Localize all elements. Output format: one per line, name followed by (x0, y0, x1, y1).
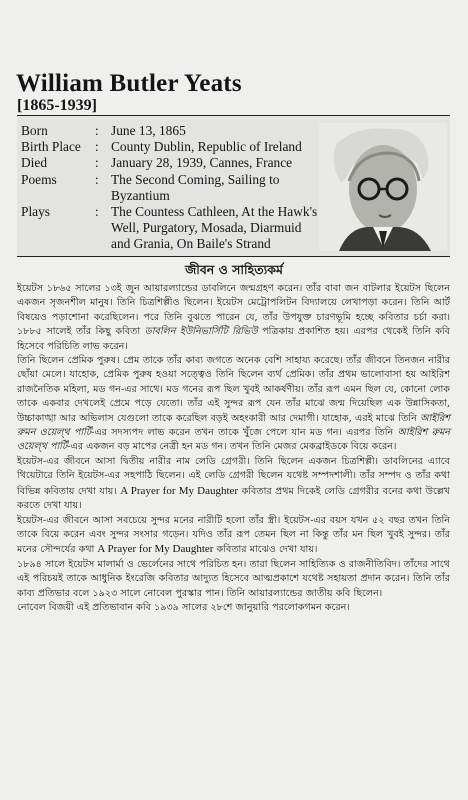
party-name: আইরিশ রুমন ওয়েল্থ পার্টি (17, 412, 450, 439)
text-segment: ইয়েটস-এর জীবনে আসা সবচেয়ে সুন্দর মনের নারীটি হলো তাঁর স্ত্রী। ইয়েটস-এর বয়স যখন ৫২ বছর তখন তিনি তাকে বিয়ে করেন এবং সুন্দর সংসার গড়েন। যদিও তাঁর রূপ তেমন ছিল না কিন্তু তাঁর মন ছিল খুবই সুন্দর। তাঁর মনের সৌন্দর্যের কথা (17, 514, 450, 556)
fact-value: June 13, 1865 (111, 123, 186, 138)
paragraph-wife (17, 514, 450, 558)
paragraph-maud-gonne (17, 354, 450, 455)
author-years: [1865-1939] (17, 97, 97, 114)
fact-birth-place (21, 139, 321, 155)
paragraph-death: নোবেল বিজয়ী এই প্রতিভাবান কবি ১৯৩৯ সালের ২৮শে জানুয়ারি পরলোকগমন করেন। (17, 601, 350, 613)
text-segment: কবিতার প্রথম দিকেই লেডি গ্রেগরীর বনের কথা উল্লেখ করতে দেখা যায়। (17, 485, 450, 512)
poem-title: A Prayer for My Daughter (120, 484, 239, 497)
fact-label: Birth Place (21, 139, 81, 155)
fact-label: Plays (21, 204, 51, 220)
fact-label: Poems (21, 171, 57, 187)
fact-colon: : (95, 204, 99, 220)
text-segment: -এর সদস্যপদ লাভ করেন তখন তাকে খুঁজে পেলে যান মড গন। এরপর তিনি (91, 427, 398, 439)
facts-table (21, 123, 321, 253)
fact-value: January 28, 1939, Cannes, France (111, 155, 293, 171)
text-segment: কবিতার মাঝেও দেখা যায়। (213, 544, 318, 556)
paragraph-lady-gregory (17, 455, 450, 514)
fact-colon: : (95, 123, 99, 138)
section-heading: জীবন ও সাহিত্যকর্ম (185, 262, 283, 277)
fact-colon: : (95, 171, 99, 187)
portrait-image (319, 123, 447, 251)
biography-text (17, 282, 450, 615)
fact-plays (21, 204, 321, 253)
fact-poems (21, 172, 321, 204)
fact-colon: : (95, 139, 99, 155)
info-box (17, 115, 450, 257)
fact-colon: : (95, 155, 99, 171)
fact-label: Born (21, 123, 48, 138)
fact-value: The Second Coming, Sailing to Byzantium (111, 171, 280, 203)
author-portrait (319, 123, 447, 251)
paragraph-early-life (17, 282, 450, 354)
fact-died (21, 155, 321, 171)
text-segment: ইয়েটস ১৮৬৫ সালের ১৩ই জুন আয়ারল্যান্ডের ডাবলিনে জন্মগ্রহণ করেন। তাঁর বাবা জন বাটলার ইয়েটস ছিলেন একজন সৃজনশীল মানুষ। তিনি চিত্রশিল্পীও ছিলেন। ইয়েটস মেট্রোপলিটন বিদ্যালয়ে লেখাপড়া করেন। তিনি আর্ট বিষয়েও পড়াশোনা করেছিলেন। পরে তিনি বুঝতে পারেন যে, তাঁর উপযুক্ত চারণভূমি হচ্ছে কবিতার চর্চা করা। ১৮৮৫ সালেই তাঁর কিছু কবিতা (17, 283, 450, 338)
fact-value: County Dublin, Republic of Ireland (111, 139, 302, 155)
fact-born (21, 123, 321, 139)
fact-label: Died (21, 155, 48, 171)
party-name: আইরিশ রুমন ওয়েল্থ পার্টি (17, 427, 451, 453)
poem-title: A Prayer for My Daughter (97, 543, 214, 556)
text-segment: তিনি ছিলেন প্রেমিক পুরুষ। প্রেম তাকে তাঁর কাব্য জগতে অনেক বেশি সাহায্য করেছে। তাঁর জীবনে তিনজন নারীর ছোঁয়া মেলে। যাহোক, প্রেমিক পুরুষ হওয়া সত্ত্বেও তিনি ছিলেন ব্যর্থ প্রেমিক। তাঁর প্রথম ভালোবাসা হয় আইরিশ রাজনৈতিক মহিলা, মড গন-এর সাথে। মড গনের রূপ ছিল খুবই আকর্ষণীয়। তাঁর রূপ এমন ছিল যে, কোনো লোক তাকে একবার দেখলেই প্রেমে পড়ে যেতো। তাঁর এই সুন্দর রূপ যেন তাঁর মাঝে জন্ম দিয়েছিল এক উন্নাসিকতা, উচ্চাকাঙ্খা আর অভিলাস যেগুলো তাকে করেছিল বড়ই অহংকারী আর দেমাগী। যাহোক, এরই মাঝে তিনি (17, 355, 450, 424)
journal-title: ডাবলিন ইউনিভার্সিটি রিভিউ (144, 326, 258, 338)
paragraph-career: ১৮৯৪ সালে ইয়েটস মালার্মা ও ভের্লেনের সাথে পরিচিত হন। তারা ছিলেন সাহিত্যিক ও রাজনীতিবিদ। তাঁদের সাথে এই পরিচয়ই তাকে আধুনিক ইংরেজি কবিতার আদ্যুত হিসেবে আত্মপ্রকাশে যথেষ্ট সহায়তা প্রদান করেন। তিনি তাঁর কাব্য প্রতিভার বলে ১৯২৩ সালে নোবেল পুরস্কার পান। তিনি আয়ারল্যান্ডের জাতীয় কবি ছিলেন। (17, 558, 450, 599)
text-segment: ইয়েটস-এর জীবনে আসা দ্বিতীয় নারীর নাম লেডি গ্রেগরী। তিনি ছিলেন একজন চিত্রশিল্পী। ডাবলিনের এ্যাবে থিয়েটারে তিনি ইয়েটস-এর সহপাঠি ছিলেন। এই লেডি গ্রেগরী ছিলেন যথেষ্ট সম্পদশালী। তাঁর সম্পদ ও তাঁর কথা বিভিন্ন কবিতায় দেখা যায়। (17, 455, 450, 497)
text-segment: পত্রিকায় প্রকাশিত হয়। এরপর থেকেই তিনি কবি হিসেবে পরিচিতি লাভ করেন। (17, 326, 451, 352)
author-name: William Butler Yeats (16, 70, 242, 97)
fact-value: The Countess Cathleen, At the Hawk's Well, Purgatory, Mosada, Diarmuid and Grania, On Baile's Strand (111, 204, 318, 252)
text-segment: -এর একজন বড় মাপের নেত্রী হন মড গন। তখন তিনি মেজর মেকব্রাইডকে বিয়ে করেন। (67, 441, 397, 453)
